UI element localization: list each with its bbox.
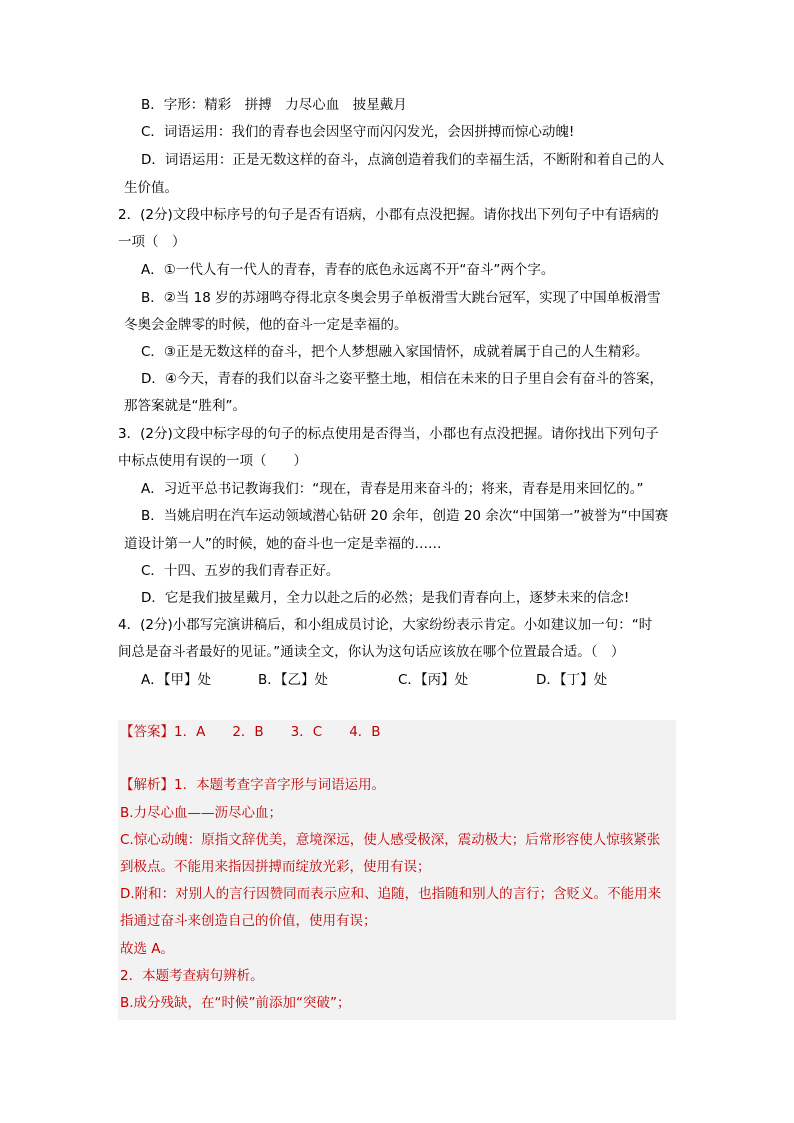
analysis-line-3: 到极点。不能用来指因拼搏而绽放光彩，使用有误； [120, 859, 431, 875]
q4-option-b: B．【乙】处 [258, 672, 329, 688]
q2-option-d-cont: 那答案就是“胜利”。 [124, 398, 246, 414]
q2-stem: 2．(2分)文段中标序号的句子是否有语病，小郡有点没把握。请你找出下列句子中有语病的 [118, 207, 659, 223]
q3-stem: 3．(2分)文段中标字母的句子的标点使用是否得当，小郡也有点没把握。请你找出下列句子 [118, 426, 659, 442]
analysis-line-5: 指通过奋斗来创造自己的价值，使用有误； [120, 913, 377, 929]
q1-option-d-cont: 生价值。 [124, 180, 178, 196]
analysis-line-8: B.成分残缺，在“时候”前添加“突破”； [120, 995, 351, 1011]
analysis-line-7: 2．本题考查病句辨析。 [120, 968, 264, 984]
q4-option-c: C．【丙】处 [398, 672, 469, 688]
q2-stem-cont: 一项（ ） [118, 234, 186, 250]
answer-line [120, 722, 381, 742]
answer-items: 1．A 2．B 3．C 4．B [174, 724, 381, 740]
q4-stem-cont: 间总是奋斗者最好的见证。”通读全文，你认为这句话应该放在哪个位置最合适。（ ） [118, 644, 625, 660]
q1-option-d: D．词语运用：正是无数这样的奋斗，点滴创造着我们的幸福生活，不断附和着自己的人 [141, 152, 665, 168]
analysis-text-0: 1．本题考查字音字形与词语运用。 [174, 777, 386, 793]
q3-option-a: A．习近平总书记教诲我们：“现在，青春是用来奋斗的；将来，青春是用来回忆的。” [141, 481, 644, 497]
q1-option-b: B．字形：精彩 拼搏 力尽心血 披星戴月 [141, 97, 407, 113]
q2-option-b: B．②当 18 岁的苏翊鸣夺得北京冬奥会男子单板滑雪大跳台冠军，实现了中国单板滑雪 [141, 290, 661, 306]
q2-option-b-cont: 冬奥会金牌零的时候，他的奋斗一定是幸福的。 [124, 317, 408, 333]
analysis-line-2: C.惊心动魄：原指文辞优美，意境深远，使人感受极深，震动极大；后常形容使人惊骇紧张 [120, 832, 661, 848]
q3-option-c: C．十四、五岁的我们青春正好。 [141, 563, 340, 579]
analysis-line-0 [120, 775, 385, 795]
q2-option-c: C．③正是无数这样的奋斗，把个人梦想融入家国情怀，成就着属于自己的人生精彩。 [141, 344, 649, 360]
q3-option-b: B．当姚启明在汽车运动领域潜心钻研 20 余年，创造 20 余次“中国第一”被誉为“中国赛 [141, 508, 669, 524]
q2-option-d: D．④今天，青春的我们以奋斗之姿平整土地，相信在未来的日子里自会有奋斗的答案， [141, 371, 663, 387]
q3-option-b-cont: 道设计第一人”的时候，她的奋斗也一定是幸福的…… [124, 536, 442, 552]
answer-label: 【答案】 [120, 724, 174, 740]
q4-option-a: A．【甲】处 [141, 672, 211, 688]
q2-option-a: A．①一代人有一代人的青春，青春的底色永远离不开“奋斗”两个字。 [141, 262, 555, 278]
q4-stem: 4．(2分)小郡写完演讲稿后，和小组成员讨论，大家纷纷表示肯定。小如建议加一句：“时 [118, 617, 653, 633]
q3-stem-cont: 中标点使用有误的一项（ ） [118, 453, 307, 469]
analysis-line-1: B.力尽心血——沥尽心血； [120, 805, 283, 821]
analysis-line-4: D.附和：对别人的言行因赞同而表示应和、追随，也指随和别人的言行；含贬义。不能用来 [120, 886, 662, 902]
analysis-label: 【解析】 [120, 777, 174, 793]
q3-option-d: D．它是我们披星戴月，全力以赴之后的必然；是我们青春向上，逐梦未来的信念! [141, 590, 630, 606]
analysis-line-6: 故选 A。 [120, 941, 175, 957]
q1-option-c: C．词语运用：我们的青春也会因坚守而闪闪发光，会因拼搏而惊心动魄! [141, 124, 575, 140]
q4-option-d: D．【丁】处 [536, 672, 608, 688]
